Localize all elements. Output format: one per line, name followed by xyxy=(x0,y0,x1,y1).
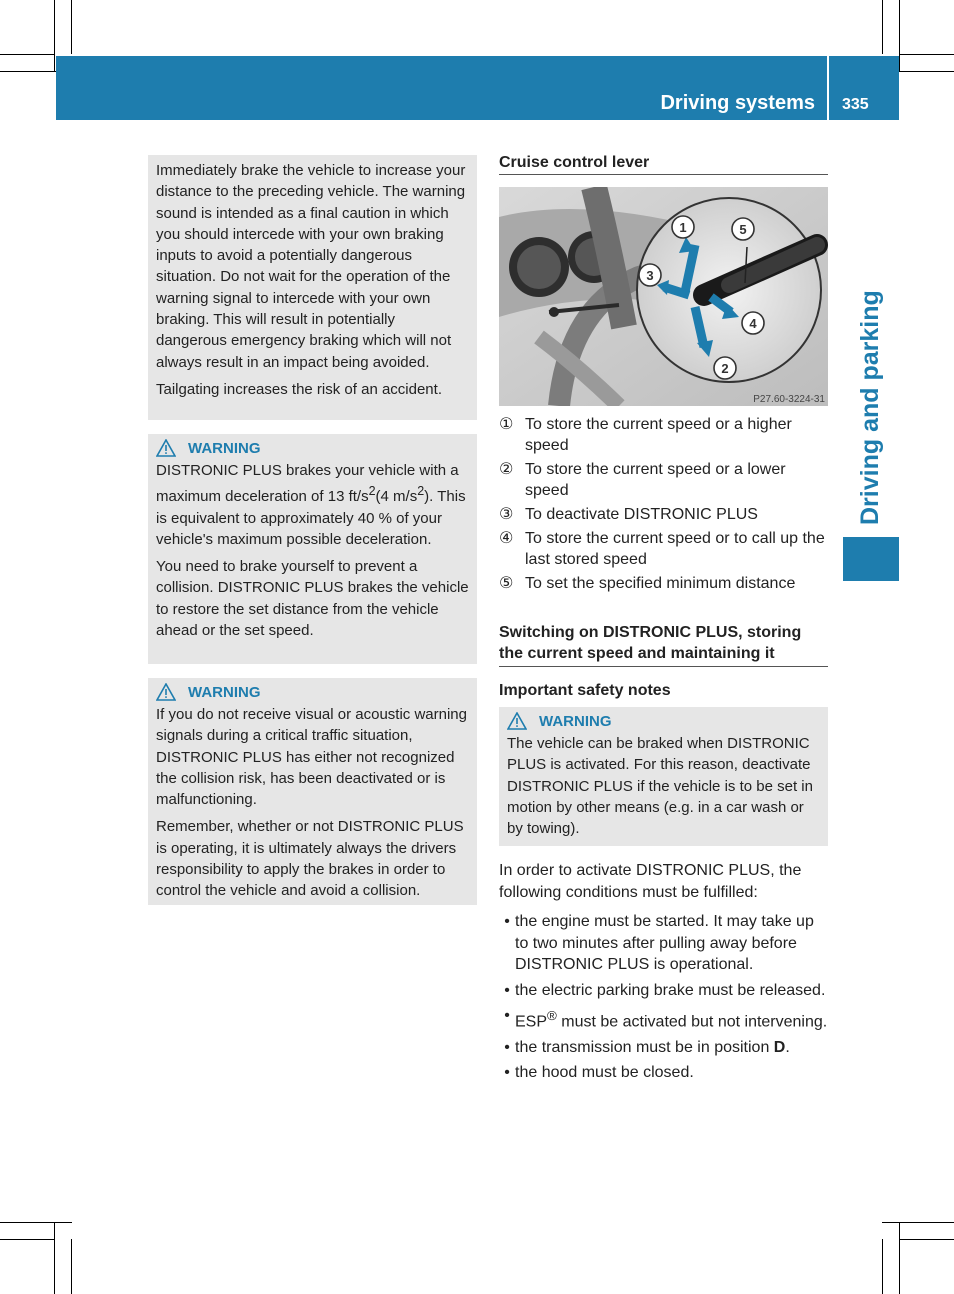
warning-label: WARNING xyxy=(188,683,261,701)
bullet-marker: • xyxy=(504,1007,510,1024)
crop-mark xyxy=(899,0,900,72)
condition-text: the engine must be started. It may take up to two minutes after pulling away before DISTRONIC PLUS is operational. xyxy=(515,913,814,973)
crop-mark xyxy=(882,1239,883,1294)
superscript: 2 xyxy=(417,484,425,499)
page-number: 335 xyxy=(842,96,869,113)
warning-heading xyxy=(156,683,469,701)
chapter-label: Driving and parking xyxy=(856,290,884,525)
header-divider xyxy=(827,56,829,120)
condition-item xyxy=(499,1005,828,1033)
caution-box xyxy=(148,155,477,420)
caution-paragraph: Immediately brake the vehicle to increase your distance to the preceding vehicle. The warning sound is intended as a final caution in which you should intercede with your own braking inputs to avoid a potentially dangerous situation. Do not wait for the operation of the warning signal to intercede with your own braking. This will result in potentially dangerous emergency braking which will not always result in an impact being avoided. xyxy=(156,162,466,371)
crop-mark xyxy=(900,1239,954,1240)
condition-item xyxy=(499,1037,828,1059)
text-run: (4 m/s xyxy=(375,488,418,506)
crop-mark xyxy=(71,1239,72,1294)
warning-paragraph: Remember, whether or not DISTRONIC PLUS is operating, it is ultimately always the drivers responsibility to apply the brakes in order to control the vehicle and avoid a collision. xyxy=(156,818,464,900)
warning-paragraph: You need to brake yourself to prevent a collision. DISTRONIC PLUS brakes the vehicle to restore the set distance from the vehicle ahead or the set speed. xyxy=(156,558,469,640)
figure-code: P27.60-3224-31 xyxy=(753,394,825,405)
legend-item xyxy=(499,459,828,501)
warning-box xyxy=(148,434,477,664)
condition-item xyxy=(499,980,828,1002)
switching-heading: Switching on DISTRONIC PLUS, storing the current speed and maintaining it xyxy=(499,622,828,667)
crop-mark xyxy=(882,1222,954,1223)
crop-mark xyxy=(0,1222,72,1223)
crop-mark xyxy=(71,0,72,54)
crop-mark xyxy=(0,54,54,55)
text-run: DISTRONIC PLUS brakes your vehicle with a maximum deceleration of 13 ft/s xyxy=(156,462,459,506)
cruise-section xyxy=(499,154,828,175)
legend-item xyxy=(499,504,828,525)
crop-mark xyxy=(0,1239,54,1240)
cruise-lever-figure xyxy=(499,187,828,406)
crop-mark xyxy=(899,1222,900,1294)
callout-4: 4 xyxy=(749,316,757,331)
legend-number: ④ xyxy=(499,530,514,547)
crop-mark xyxy=(900,54,954,55)
warning-triangle-icon xyxy=(507,712,527,730)
callout-5: 5 xyxy=(739,222,747,237)
conditions-intro: In order to activate DISTRONIC PLUS, the following conditions must be fulfilled: xyxy=(499,862,802,901)
warning-heading xyxy=(507,712,820,730)
callout-1: 1 xyxy=(679,220,687,235)
crop-mark xyxy=(54,0,55,72)
switching-section xyxy=(499,622,828,667)
legend-number: ② xyxy=(499,461,514,478)
legend-text: To store the current speed or a higher speed xyxy=(525,416,792,454)
text-run: the transmission must be in position xyxy=(515,1038,774,1056)
legend-item xyxy=(499,573,828,594)
condition-item xyxy=(499,911,828,976)
callout-3: 3 xyxy=(646,268,654,283)
warning-box xyxy=(499,707,828,846)
warning-box xyxy=(148,678,477,905)
cruise-heading: Cruise control lever xyxy=(499,154,828,175)
warning-label: WARNING xyxy=(539,712,612,730)
text-run: must be activated but not intervening. xyxy=(556,1013,828,1031)
legend-item xyxy=(499,528,828,570)
legend-text: To set the specified minimum distance xyxy=(525,575,796,592)
warning-heading xyxy=(156,439,469,457)
page-header xyxy=(56,56,899,120)
text-run: . xyxy=(785,1038,790,1056)
superscript: 2 xyxy=(368,484,376,499)
bullet-marker: • xyxy=(504,1038,510,1056)
crop-mark xyxy=(882,0,883,54)
legend-text: To deactivate DISTRONIC PLUS xyxy=(525,506,758,523)
superscript: ® xyxy=(547,1008,557,1023)
crop-mark xyxy=(54,1222,55,1294)
gear-position: D xyxy=(773,1038,786,1056)
legend-text: To store the current speed or to call up the last stored speed xyxy=(525,530,825,568)
condition-item xyxy=(499,1062,828,1084)
warning-triangle-icon xyxy=(156,439,176,457)
warning-paragraph: The vehicle can be braked when DISTRONIC PLUS is activated. For this reason, deactivate DISTRONIC PLUS if the vehicle is to be set in motion by other means (e.g. in a car wash or by towing). xyxy=(507,735,813,838)
caution-paragraph: Tailgating increases the risk of an accident. xyxy=(156,380,442,398)
legend-number: ① xyxy=(499,416,514,433)
legend-item xyxy=(499,414,828,456)
warning-triangle-icon xyxy=(156,683,176,701)
legend-number: ⑤ xyxy=(499,575,514,592)
legend-number: ③ xyxy=(499,506,514,523)
condition-text: the electric parking brake must be released. xyxy=(515,981,826,999)
bullet-marker: • xyxy=(504,981,510,999)
safety-heading: Important safety notes xyxy=(499,682,671,699)
legend-text: To store the current speed or a lower speed xyxy=(525,461,786,499)
chapter-tab xyxy=(843,537,899,581)
text-run: ). This is equivalent to approximately 40 % of your vehicle's maximum possible deceleration. xyxy=(156,488,466,548)
section-title: Driving systems xyxy=(660,92,815,114)
conditions-section xyxy=(499,860,828,1088)
condition-text xyxy=(515,1037,790,1059)
cruise-lever-illustration xyxy=(499,187,828,406)
text-run: ESP xyxy=(515,1013,548,1031)
warning-paragraph xyxy=(156,460,469,550)
legend-list xyxy=(499,414,828,597)
warning-paragraph: If you do not receive visual or acoustic warning signals during a critical traffic situation, DISTRONIC PLUS has either not recognized the collision risk, has been deactivated or is malfunctioning. xyxy=(156,706,467,809)
bullet-marker: • xyxy=(504,1064,510,1082)
condition-text: the hood must be closed. xyxy=(515,1064,694,1082)
condition-text xyxy=(515,1005,827,1033)
bullet-marker: • xyxy=(504,913,510,930)
callout-2: 2 xyxy=(721,361,729,376)
warning-label: WARNING xyxy=(188,439,261,457)
